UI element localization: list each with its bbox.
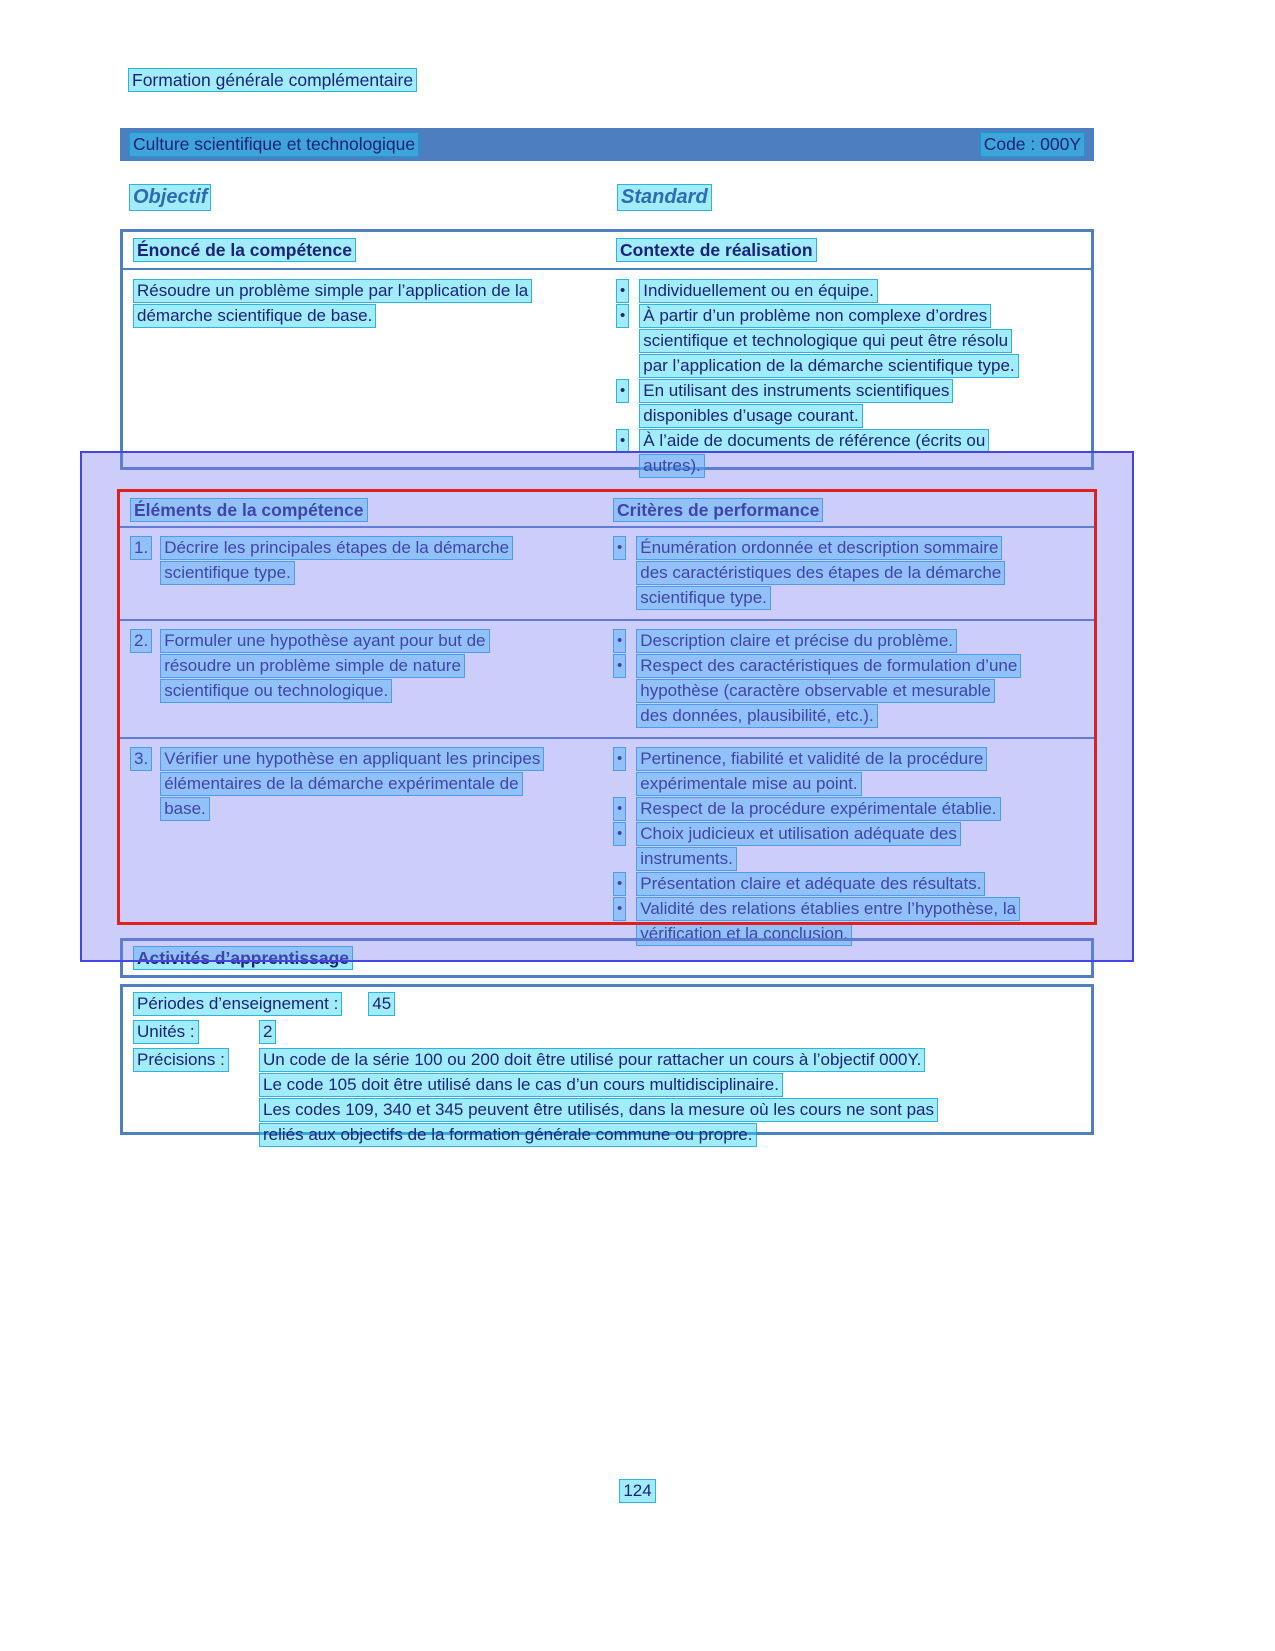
page-number: 124: [619, 1479, 655, 1503]
text-line: disponibles d’usage courant.: [639, 404, 862, 428]
text-line: scientifique type.: [160, 561, 295, 585]
text-line: démarche scientifique de base.: [133, 304, 376, 328]
bullet-icon: •: [616, 379, 629, 403]
bullet-text: [639, 304, 1018, 379]
bullet-item: [613, 797, 1084, 822]
criteria-cell: [613, 536, 1084, 611]
header-label: Énoncé de la compétence: [133, 238, 356, 262]
bullet-text: [639, 279, 878, 304]
text-line: Choix judicieux et utilisation adéquate des: [636, 822, 961, 846]
periodes-row: [133, 992, 1081, 1017]
text-line: Énumération ordonnée et description sommaire: [636, 536, 1002, 560]
precisions-label-cell: [133, 1048, 259, 1073]
text-line: À l’aide de documents de référence (écrits ou: [639, 429, 989, 453]
text-line: Les codes 109, 340 et 345 peuvent être utilisés, dans la mesure où les cours ne sont pas: [259, 1098, 938, 1122]
text-line: Validité des relations établies entre l’hypothèse, la: [636, 897, 1020, 921]
header-label: Éléments de la compétence: [130, 498, 368, 522]
bullet-text: [636, 872, 985, 897]
precisions-label: Précisions :: [133, 1048, 229, 1072]
header-cell-elements: [130, 498, 613, 520]
competence-table-header: [123, 232, 1091, 270]
bullet-icon: •: [613, 629, 626, 653]
text-line: Présentation claire et adéquate des résultats.: [636, 872, 985, 896]
header-cell-criteres: [613, 498, 1084, 520]
bullet-icon: •: [616, 279, 629, 303]
competence-table-body: [123, 270, 1091, 488]
criteria-cell: [613, 629, 1084, 729]
text-line: Un code de la série 100 ou 200 doit être utilisé pour rattacher un cours à l’objectif 000Y.: [259, 1048, 925, 1072]
header-cell-enonce: [133, 238, 616, 262]
bullet-icon: •: [613, 536, 626, 560]
text-line: Individuellement ou en équipe.: [639, 279, 878, 303]
text-line: vérification et la conclusion.: [636, 922, 852, 946]
section-banner: [120, 128, 1094, 161]
enonce-cell: [133, 279, 616, 479]
heading-standard: Standard: [617, 184, 712, 211]
document-title: Formation générale complémentaire: [128, 68, 417, 92]
bullet-item: [613, 654, 1084, 729]
unites-label: Unités :: [133, 1020, 199, 1044]
element-cell: [130, 629, 613, 729]
text-line: Décrire les principales étapes de la démarche: [160, 536, 513, 560]
text-line: des données, plausibilité, etc.).: [636, 704, 877, 728]
text-line: Formuler une hypothèse ayant pour but de: [160, 629, 489, 653]
text-line: Vérifier une hypothèse en appliquant les principes: [160, 747, 544, 771]
competence-table: [120, 229, 1094, 475]
unites-row: [133, 1020, 1081, 1045]
activities-details-box: [120, 984, 1094, 1144]
text-line: Résoudre un problème simple par l’application de la: [133, 279, 532, 303]
heading-objectif: Objectif: [129, 184, 211, 211]
text-line: scientifique et technologique qui peut être résolu: [639, 329, 1012, 353]
bullet-icon: •: [613, 822, 626, 846]
text-line: expérimentale mise au point.: [636, 772, 861, 796]
bullet-icon: •: [613, 654, 626, 678]
text-line: base.: [160, 797, 210, 821]
unites-label-cell: [133, 1020, 259, 1045]
text-line: instruments.: [636, 847, 737, 871]
bullet-item: [613, 822, 1084, 872]
text-line: hypothèse (caractère observable et mesurable: [636, 679, 995, 703]
table-row: [120, 621, 1094, 739]
element-number: 2.: [130, 629, 152, 653]
contexte-cell: [616, 279, 1081, 479]
bullet-text: [636, 747, 987, 797]
bullet-icon: •: [613, 797, 626, 821]
table-row: [120, 739, 1094, 955]
element-cell: [130, 747, 613, 947]
periodes-label: Périodes d’enseignement :: [133, 992, 342, 1016]
bullet-text: [636, 629, 957, 654]
elements-table: [120, 492, 1094, 955]
text-line: Description claire et précise du problème.: [636, 629, 957, 653]
text-line: Respect de la procédure expérimentale établie.: [636, 797, 1000, 821]
element-number: 3.: [130, 747, 152, 771]
unites-value: 2: [259, 1020, 276, 1044]
bullet-item: [613, 536, 1084, 611]
periodes-value: 45: [368, 992, 395, 1016]
element-text: [160, 629, 489, 704]
header-label: Critères de performance: [613, 498, 823, 522]
bullet-icon: •: [616, 429, 629, 453]
text-line: scientifique type.: [636, 586, 771, 610]
bullet-text: [639, 379, 953, 429]
bullet-item: [616, 304, 1081, 379]
precisions-text: [259, 1048, 938, 1148]
text-line: autres).: [639, 454, 705, 478]
text-line: élémentaires de la démarche expérimentale de: [160, 772, 522, 796]
bullet-text: [636, 536, 1005, 611]
bullet-text: [636, 797, 1000, 822]
element-text: [160, 536, 513, 586]
criteria-cell: [613, 747, 1084, 947]
text-line: À partir d’un problème non complexe d’ordres: [639, 304, 991, 328]
page-number-container: [0, 1479, 1275, 1503]
text-line: Pertinence, fiabilité et validité de la procédure: [636, 747, 987, 771]
table-row: [120, 528, 1094, 621]
bullet-text: [639, 429, 989, 479]
banner-code: Code : 000Y: [980, 132, 1085, 157]
header-label: Contexte de réalisation: [616, 238, 817, 262]
banner-title: Culture scientifique et technologique: [129, 132, 419, 157]
element-cell: [130, 536, 613, 611]
bullet-text: [636, 654, 1021, 729]
header-cell-contexte: [616, 238, 1081, 262]
bullet-item: [616, 279, 1081, 304]
text-line: par l’application de la démarche scientifique type.: [639, 354, 1018, 378]
text-line: Le code 105 doit être utilisé dans le cas d’un cours multidisciplinaire.: [259, 1073, 783, 1097]
bullet-icon: •: [613, 897, 626, 921]
text-line: des caractéristiques des étapes de la démarche: [636, 561, 1005, 585]
precisions-row: [133, 1048, 1081, 1148]
text-line: scientifique ou technologique.: [160, 679, 392, 703]
bullet-item: [613, 747, 1084, 797]
element-number: 1.: [130, 536, 152, 560]
activities-title-box: [120, 938, 1094, 978]
text-line: reliés aux objectifs de la formation générale commune ou propre.: [259, 1123, 757, 1147]
element-text: [160, 747, 544, 822]
bullet-text: [636, 822, 961, 872]
bullet-icon: •: [616, 304, 629, 328]
activities-title: Activités d’apprentissage: [133, 946, 353, 970]
bullet-icon: •: [613, 872, 626, 896]
bullet-item: [613, 872, 1084, 897]
bullet-item: [616, 429, 1081, 479]
text-line: En utilisant des instruments scientifiques: [639, 379, 953, 403]
text-line: résoudre un problème simple de nature: [160, 654, 465, 678]
bullet-item: [616, 379, 1081, 429]
bullet-item: [613, 629, 1084, 654]
bullet-icon: •: [613, 747, 626, 771]
elements-table-header: [120, 492, 1094, 528]
text-line: Respect des caractéristiques de formulation d’une: [636, 654, 1021, 678]
